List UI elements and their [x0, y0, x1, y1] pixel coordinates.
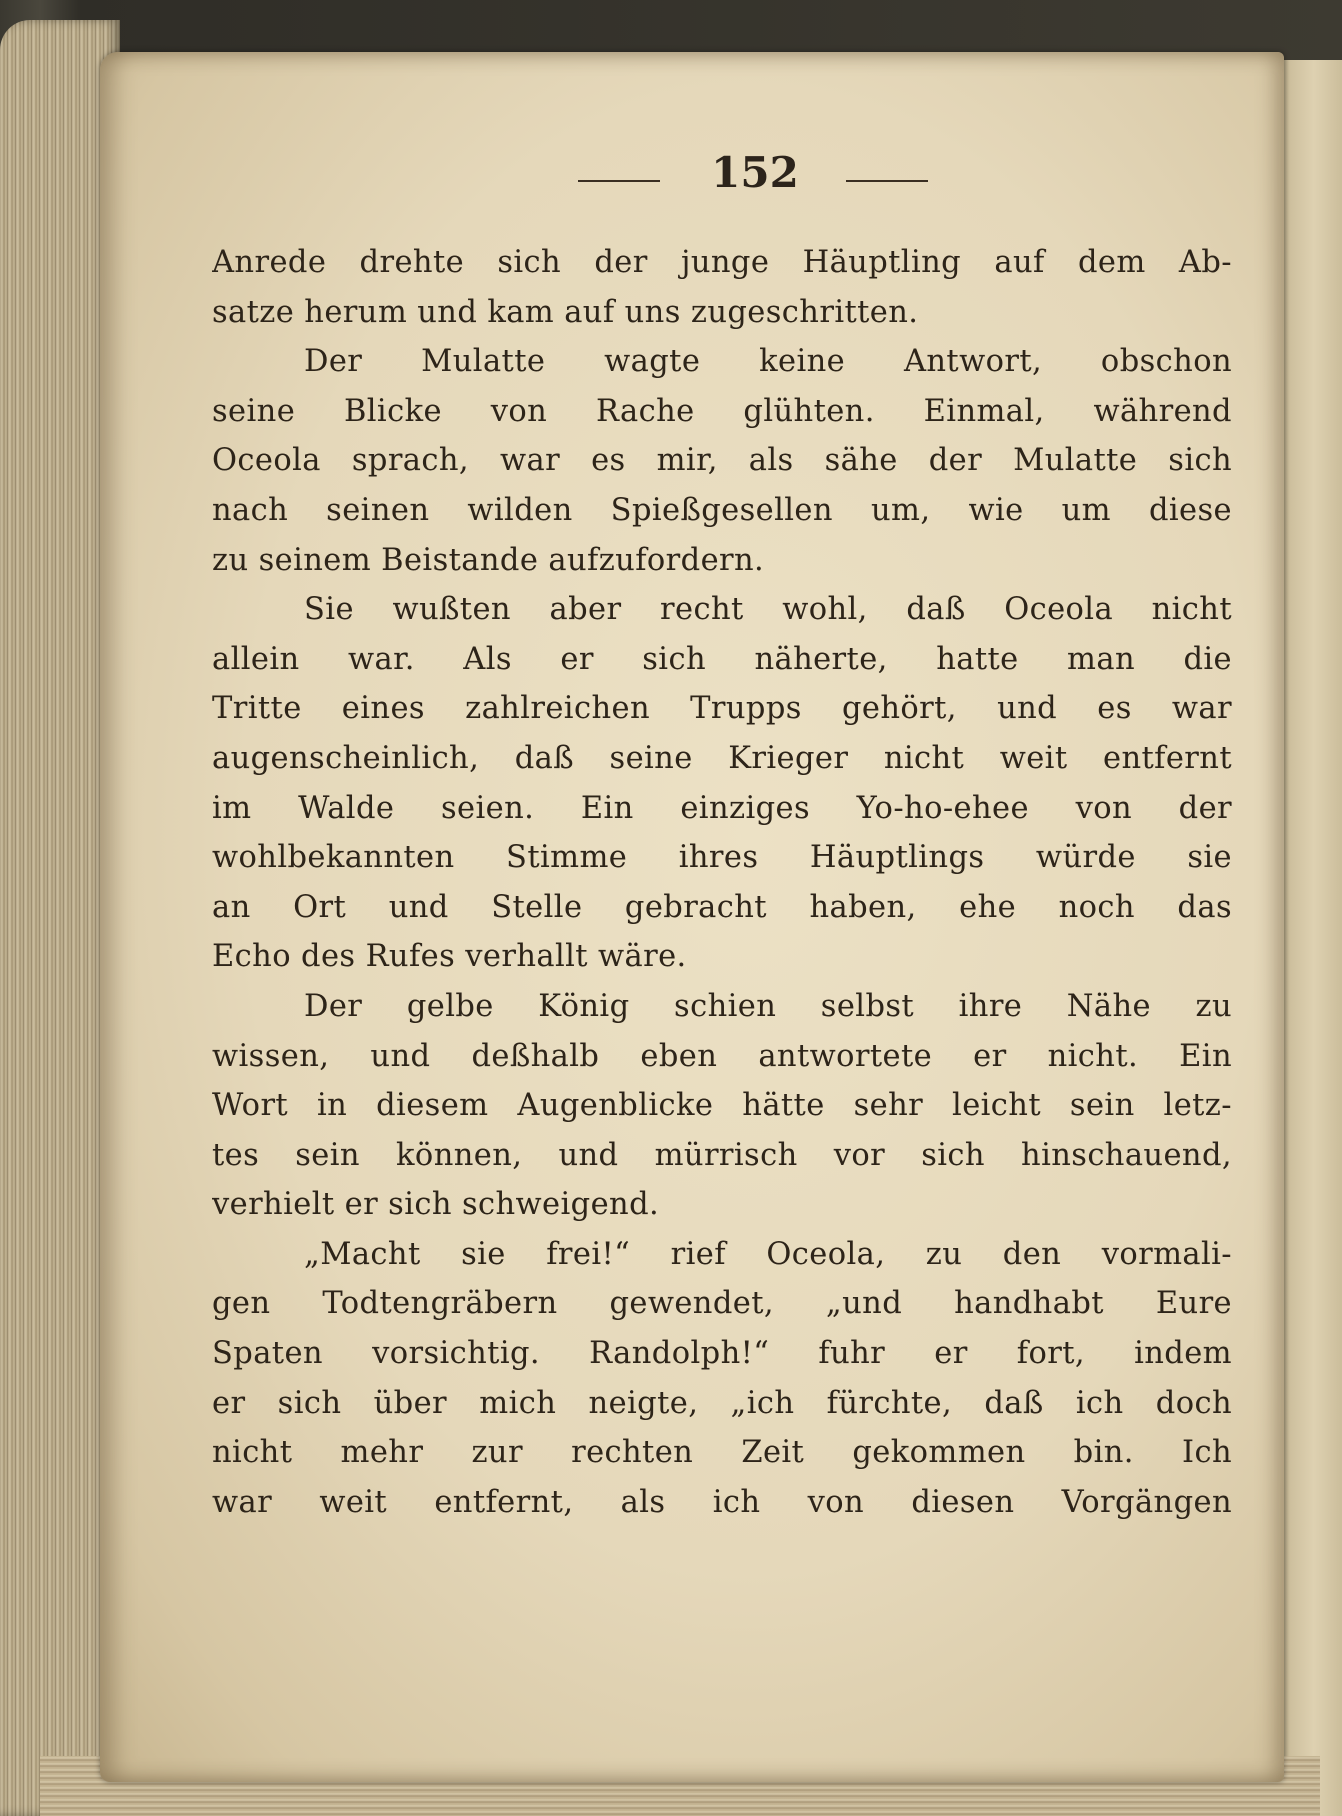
- text-line: Anrede drehte sich der junge Häuptling auf dem Ab-: [212, 245, 1232, 280]
- header-rule-right: [846, 180, 928, 182]
- text-line: Tritte eines zahlreichen Trupps gehört, und es war: [212, 691, 1232, 727]
- text-line: Der Mulatte wagte keine Antwort, obschon: [304, 344, 1232, 380]
- page-number: 152: [711, 148, 799, 197]
- text-line: tes sein können, und mürrisch vor sich hinschauend,: [212, 1137, 1232, 1173]
- text-line: war weit entfernt, als ich von diesen Vorgängen: [212, 1484, 1232, 1520]
- text-line: Sie wußten aber recht wohl, daß Oceola nicht: [304, 592, 1232, 628]
- page-header: [100, 148, 1284, 208]
- text-line: Echo des Rufes verhallt wäre.: [212, 939, 687, 975]
- text-line: nach seinen wilden Spießgesellen um, wie um diese: [212, 492, 1232, 528]
- text-line: Der gelbe König schien selbst ihre Nähe zu: [304, 988, 1232, 1024]
- body-text: [212, 238, 1232, 1527]
- text-line: im Walde seien. Ein einziges Yo-ho-ehee von der: [212, 790, 1232, 826]
- text-line: zu seinem Beistande aufzufordern.: [212, 542, 765, 578]
- text-line: „Macht sie frei!“ rief Oceola, zu den vormali-: [304, 1236, 1232, 1272]
- header-rule-left: [578, 180, 660, 182]
- text-line: verhielt er sich schweigend.: [212, 1187, 660, 1223]
- text-line: nicht mehr zur rechten Zeit gekommen bin. Ich: [212, 1435, 1232, 1471]
- text-line: Wort in diesem Augenblicke hätte sehr leicht sein letz-: [212, 1088, 1232, 1124]
- text-line: Oceola sprach, war es mir, als sähe der Mulatte sich: [212, 443, 1232, 479]
- text-line: Spaten vorsichtig. Randolph!“ fuhr er fort, indem: [212, 1336, 1232, 1372]
- text-line: satze herum und kam auf uns zugeschritten.: [212, 294, 919, 330]
- text-line: an Ort und Stelle gebracht haben, ehe noch das: [212, 889, 1232, 925]
- text-line: allein war. Als er sich näherte, hatte man die: [212, 641, 1232, 677]
- text-line: seine Blicke von Rache glühten. Einmal, während: [212, 393, 1232, 429]
- text-line: er sich über mich neigte, „ich fürchte, daß ich doch: [212, 1385, 1232, 1421]
- text-line: wohlbekannten Stimme ihres Häuptlings würde sie: [212, 840, 1232, 876]
- text-line: wissen, und deßhalb eben antwortete er nicht. Ein: [212, 1038, 1232, 1074]
- text-line: augenscheinlich, daß seine Krieger nicht weit entfernt: [212, 740, 1232, 776]
- text-line: gen Todtengräbern gewendet, „und handhabt Eure: [212, 1286, 1232, 1322]
